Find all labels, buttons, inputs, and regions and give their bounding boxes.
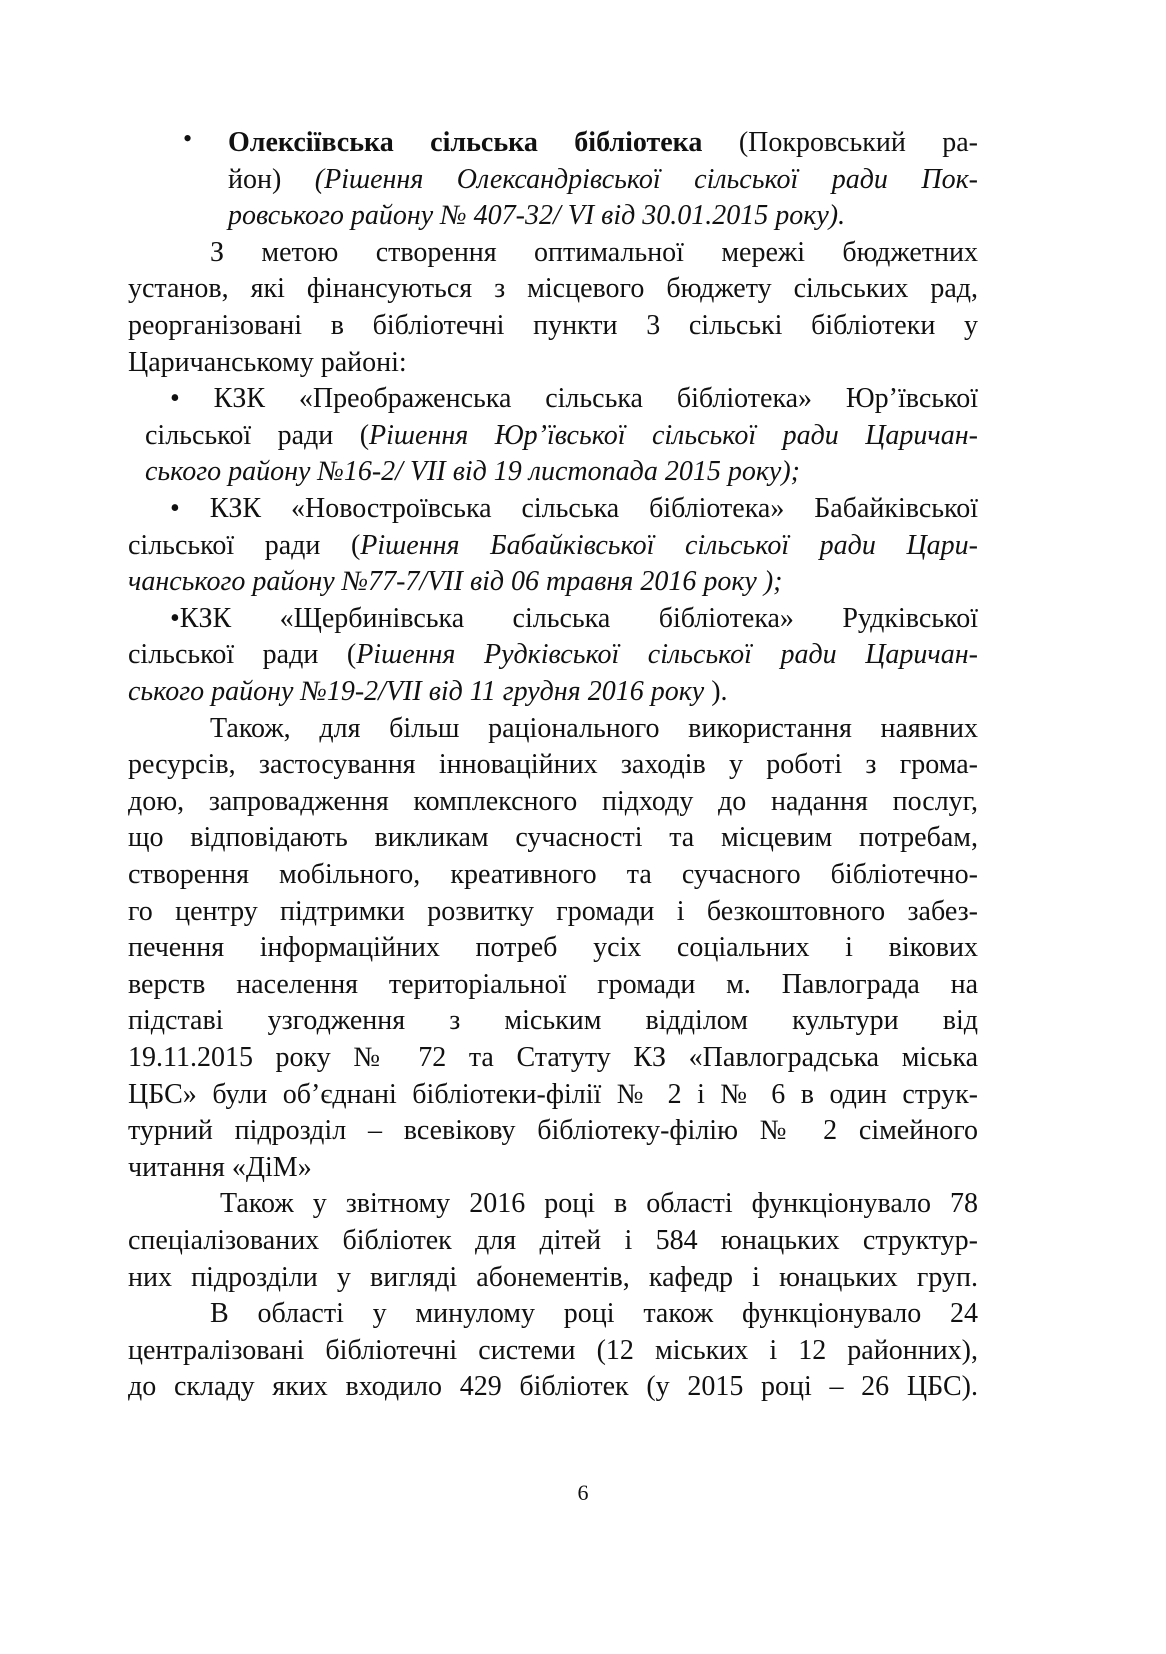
text-segment: • КЗК «Преображенська сільська бібліотека» Юр’ївської [170, 383, 978, 415]
text-line [128, 819, 978, 856]
text-segment: ресурсів, застосування інноваційних заходів у роботі з грома- [128, 749, 978, 781]
text-line [210, 234, 978, 271]
text-segment: ЦБС» були об’єднані бібліотеки-філії № 2 і № 6 в один струк- [128, 1078, 978, 1110]
text-line [128, 270, 978, 307]
text-line [128, 1112, 978, 1149]
text-segment: реорганізовані в бібліотечні пункти 3 сільські бібліотеки у [128, 310, 978, 341]
text-line [128, 1076, 978, 1113]
text-line [145, 417, 978, 454]
bold-text: Олексіївська сільська бібліотека [228, 127, 703, 158]
text-line [170, 600, 978, 637]
text-line [210, 710, 978, 747]
text-segment: печення інформаційних потреб усіх соціальних і вікових [128, 932, 978, 964]
text-segment: • КЗК «Новостроївська сільська бібліотека» Бабайківської [170, 493, 978, 524]
text-segment: сільської ради ( [145, 419, 370, 451]
text-segment: •КЗК «Щербинівська сільська бібліотека» Рудківської [170, 602, 978, 634]
text-line [170, 380, 978, 417]
text-line [210, 1295, 978, 1332]
text-segment: 19.11.2015 року № 72 та Статуту КЗ «Павлоградська міська [128, 1042, 978, 1073]
text-segment: турний підрозділ – всевікову бібліотеку-філію № 2 сімейного [128, 1115, 978, 1147]
text-line [128, 1039, 978, 1076]
text-segment: сільської ради ( [128, 529, 361, 561]
italic-citation: ровського району № 407-32/ VI від 30.01.2015 року). [228, 200, 846, 232]
text-line [128, 1259, 978, 1296]
text-line [228, 197, 978, 234]
text-line [128, 893, 978, 930]
text-line [128, 344, 978, 381]
text-segment: створення мобільного, креативного та сучасного бібліотечно- [128, 859, 978, 890]
text-segment: В області у минулому році також функціонувало 24 [210, 1298, 978, 1330]
text-line [128, 307, 978, 344]
text-segment: сільської ради ( [128, 639, 357, 671]
text-line [128, 929, 978, 966]
italic-citation: Рішення Бабайківської сільської ради Цари- [360, 529, 978, 561]
text-segment: до складу яких входило 429 бібліотек (у 2015 році – 26 ЦБС). [128, 1371, 978, 1403]
text-segment: Царичанському районі: [128, 346, 407, 378]
text-segment: підставі узгодження з міським відділом культури від [128, 1005, 978, 1037]
text-line [170, 490, 978, 527]
text-segment: (Покровський ра- [702, 127, 978, 158]
italic-citation: чанського району №77-7/VII від 06 травня 2016 року ); [128, 566, 783, 598]
text-line [128, 1368, 978, 1405]
text-segment: них підрозділи у вигляді абонементів, кафедр і юнацьких груп. [128, 1261, 978, 1293]
text-line [228, 124, 978, 161]
text-line [128, 636, 978, 673]
text-segment: йон) [228, 163, 315, 195]
text-line [128, 673, 978, 710]
text-line [128, 1222, 978, 1259]
italic-citation: (Рішення Олександрівської сільської ради Пок- [314, 163, 979, 195]
text-line [128, 746, 978, 783]
italic-citation: ського району №19-2/VII від 11 грудня 2016 року [128, 676, 705, 707]
list-bullet: • [183, 124, 193, 153]
text-line [128, 1002, 978, 1039]
text-segment: централізовані бібліотечні системи (12 міських і 12 районних), [128, 1334, 978, 1366]
text-line [145, 453, 978, 490]
text-line [128, 856, 978, 893]
text-segment: ). [704, 676, 728, 707]
italic-citation: Рішення Рудківської сільської ради Царичан- [356, 639, 978, 671]
text-segment: верств населення територіальної громади м. Павлограда на [128, 968, 978, 1000]
text-line [128, 1332, 978, 1369]
text-line [128, 1149, 978, 1186]
text-segment: Також, для більш раціонального використання наявних [210, 712, 978, 744]
italic-citation: Рішення Юр’ївської сільської ради Царичан- [369, 419, 978, 451]
text-line [220, 1185, 978, 1222]
text-line [128, 563, 978, 600]
text-line [128, 527, 978, 564]
text-line [128, 783, 978, 820]
text-line [128, 966, 978, 1003]
text-segment: З метою створення оптимальної мережі бюджетних [210, 236, 978, 268]
text-segment: читання «ДіМ» [128, 1151, 312, 1183]
text-segment: го центру підтримки розвитку громади і безкоштовного забез- [128, 895, 978, 927]
page-number: 6 [577, 1480, 589, 1505]
text-segment: спеціалізованих бібліотек для дітей і 584 юнацьких структур- [128, 1225, 978, 1256]
text-segment: що відповідають викликам сучасності та місцевим потребам, [128, 822, 978, 854]
italic-citation: ського району №16-2/ VII від 19 листопада 2015 року); [145, 456, 800, 488]
text-segment: дою, запровадження комплексного підходу до надання послуг, [128, 785, 978, 817]
text-segment: установ, які фінансуються з місцевого бюджету сільських рад, [128, 273, 978, 305]
text-line [228, 161, 978, 198]
text-segment: Також у звітному 2016 році в області функціонувало 78 [220, 1188, 978, 1220]
